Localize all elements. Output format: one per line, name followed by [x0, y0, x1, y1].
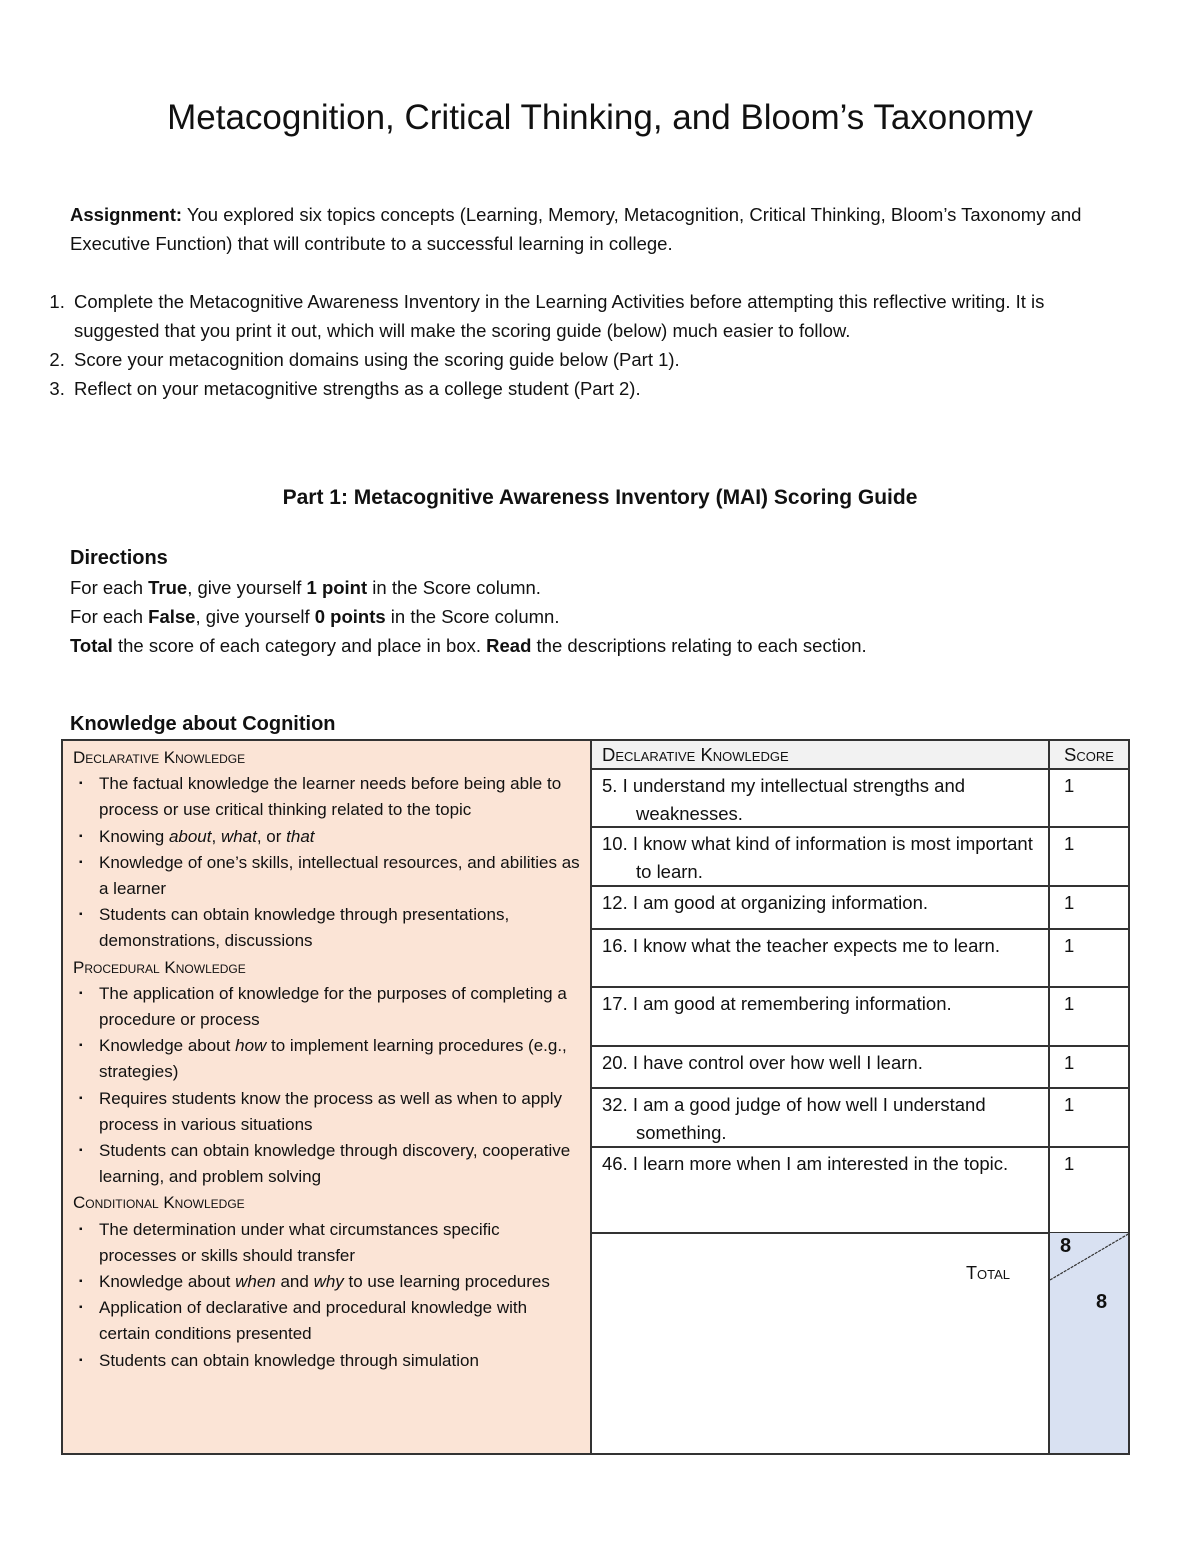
description-item: ▪ Students can obtain knowledge through simulation	[99, 1348, 580, 1374]
directions-heading: Directions	[70, 547, 168, 569]
directions-line-3: Total the score of each category and place in box. Read the descriptions relating to each section.	[70, 635, 867, 656]
description-item: ▪ Knowledge of one’s skills, intellectual resources, and abilities as a learner	[99, 850, 580, 902]
total-score: 8	[1060, 1235, 1072, 1257]
description-item: ▪ Knowing about, what, or that	[99, 824, 580, 850]
table-row: 20. I have control over how well I learn. 1	[592, 1047, 1128, 1089]
assignment-text: You explored six topics concepts (Learning, Memory, Metacognition, Critical Thinking, Bloom’s Taxonomy and Executive Function) that will contribute to a successful learning in college.	[70, 204, 1082, 254]
declarative-heading: Declarative Knowledge	[73, 748, 246, 767]
table-row: 10. I know what kind of information is most important to learn. 1	[592, 828, 1128, 887]
section-title: Knowledge about Cognition	[70, 713, 336, 735]
table-row: 32. I am a good judge of how well I understand something. 1	[592, 1089, 1128, 1148]
steps-list	[70, 287, 1130, 403]
table-row: 16. I know what the teacher expects me to learn. 1	[592, 930, 1128, 988]
assignment-paragraph	[70, 200, 1130, 258]
table-row: 46. I learn more when I am interested in the topic. 1	[592, 1148, 1128, 1234]
conditional-heading: Conditional Knowledge	[73, 1193, 245, 1213]
score-column	[592, 741, 1128, 1453]
description-item: ▪ Knowledge about when and why to use learning procedures	[99, 1269, 580, 1295]
directions	[70, 544, 1130, 660]
knowledge-descriptions	[63, 741, 592, 1453]
total-max: 8	[1096, 1291, 1108, 1313]
scoring-table	[61, 739, 1130, 1455]
assignment-label: Assignment:	[70, 204, 183, 225]
step-item: 1. Complete the Metacognitive Awareness Inventory in the Learning Activities before attempting this reflective writing. It is suggested that you print it out, which will make the scoring guide (below) much easier to follow.	[70, 287, 1130, 345]
page-title: Metacognition, Critical Thinking, and Bloom’s Taxonomy	[167, 98, 1033, 137]
step-item: 2. Score your metacognition domains using the scoring guide below (Part 1).	[70, 345, 1130, 374]
table-row: 12. I am good at organizing information. 1	[592, 887, 1128, 930]
description-item: ▪ Students can obtain knowledge through presentations, demonstrations, discussions	[99, 902, 580, 954]
description-item: ▪ The factual knowledge the learner needs before being able to process or use critical thinking related to the topic	[99, 771, 580, 823]
total-score-box	[1050, 1233, 1128, 1453]
description-item: ▪ The determination under what circumstances specific processes or skills should transfer	[99, 1217, 580, 1269]
total-label: Total	[966, 1263, 1010, 1283]
table-row: 17. I am good at remembering information. 1	[592, 988, 1128, 1047]
description-item: ▪ Students can obtain knowledge through discovery, cooperative learning, and problem solving	[99, 1138, 580, 1190]
part1-title: Part 1: Metacognitive Awareness Inventory (MAI) Scoring Guide	[282, 486, 918, 509]
description-item: ▪ Requires students know the process as well as when to apply process in various situations	[99, 1086, 580, 1138]
procedural-heading: Procedural Knowledge	[73, 957, 246, 977]
description-item: ▪ Knowledge about how to implement learning procedures (e.g., strategies)	[99, 1033, 580, 1085]
table-row: 5. I understand my intellectual strengths and weaknesses. 1	[592, 770, 1128, 828]
header-score: Score	[1064, 744, 1114, 765]
header-item: Declarative Knowledge	[592, 741, 1050, 768]
step-item: 3. Reflect on your metacognitive strengths as a college student (Part 2).	[70, 374, 1130, 403]
description-item: ▪ The application of knowledge for the purposes of completing a procedure or process	[99, 981, 580, 1033]
directions-line-1: For each True, give yourself 1 point in the Score column.	[70, 577, 541, 598]
table-header	[592, 741, 1128, 770]
directions-line-2: For each False, give yourself 0 points in the Score column.	[70, 606, 560, 627]
total-row	[592, 1233, 1128, 1453]
description-item: ▪ Application of declarative and procedural knowledge with certain conditions presented	[99, 1295, 580, 1347]
